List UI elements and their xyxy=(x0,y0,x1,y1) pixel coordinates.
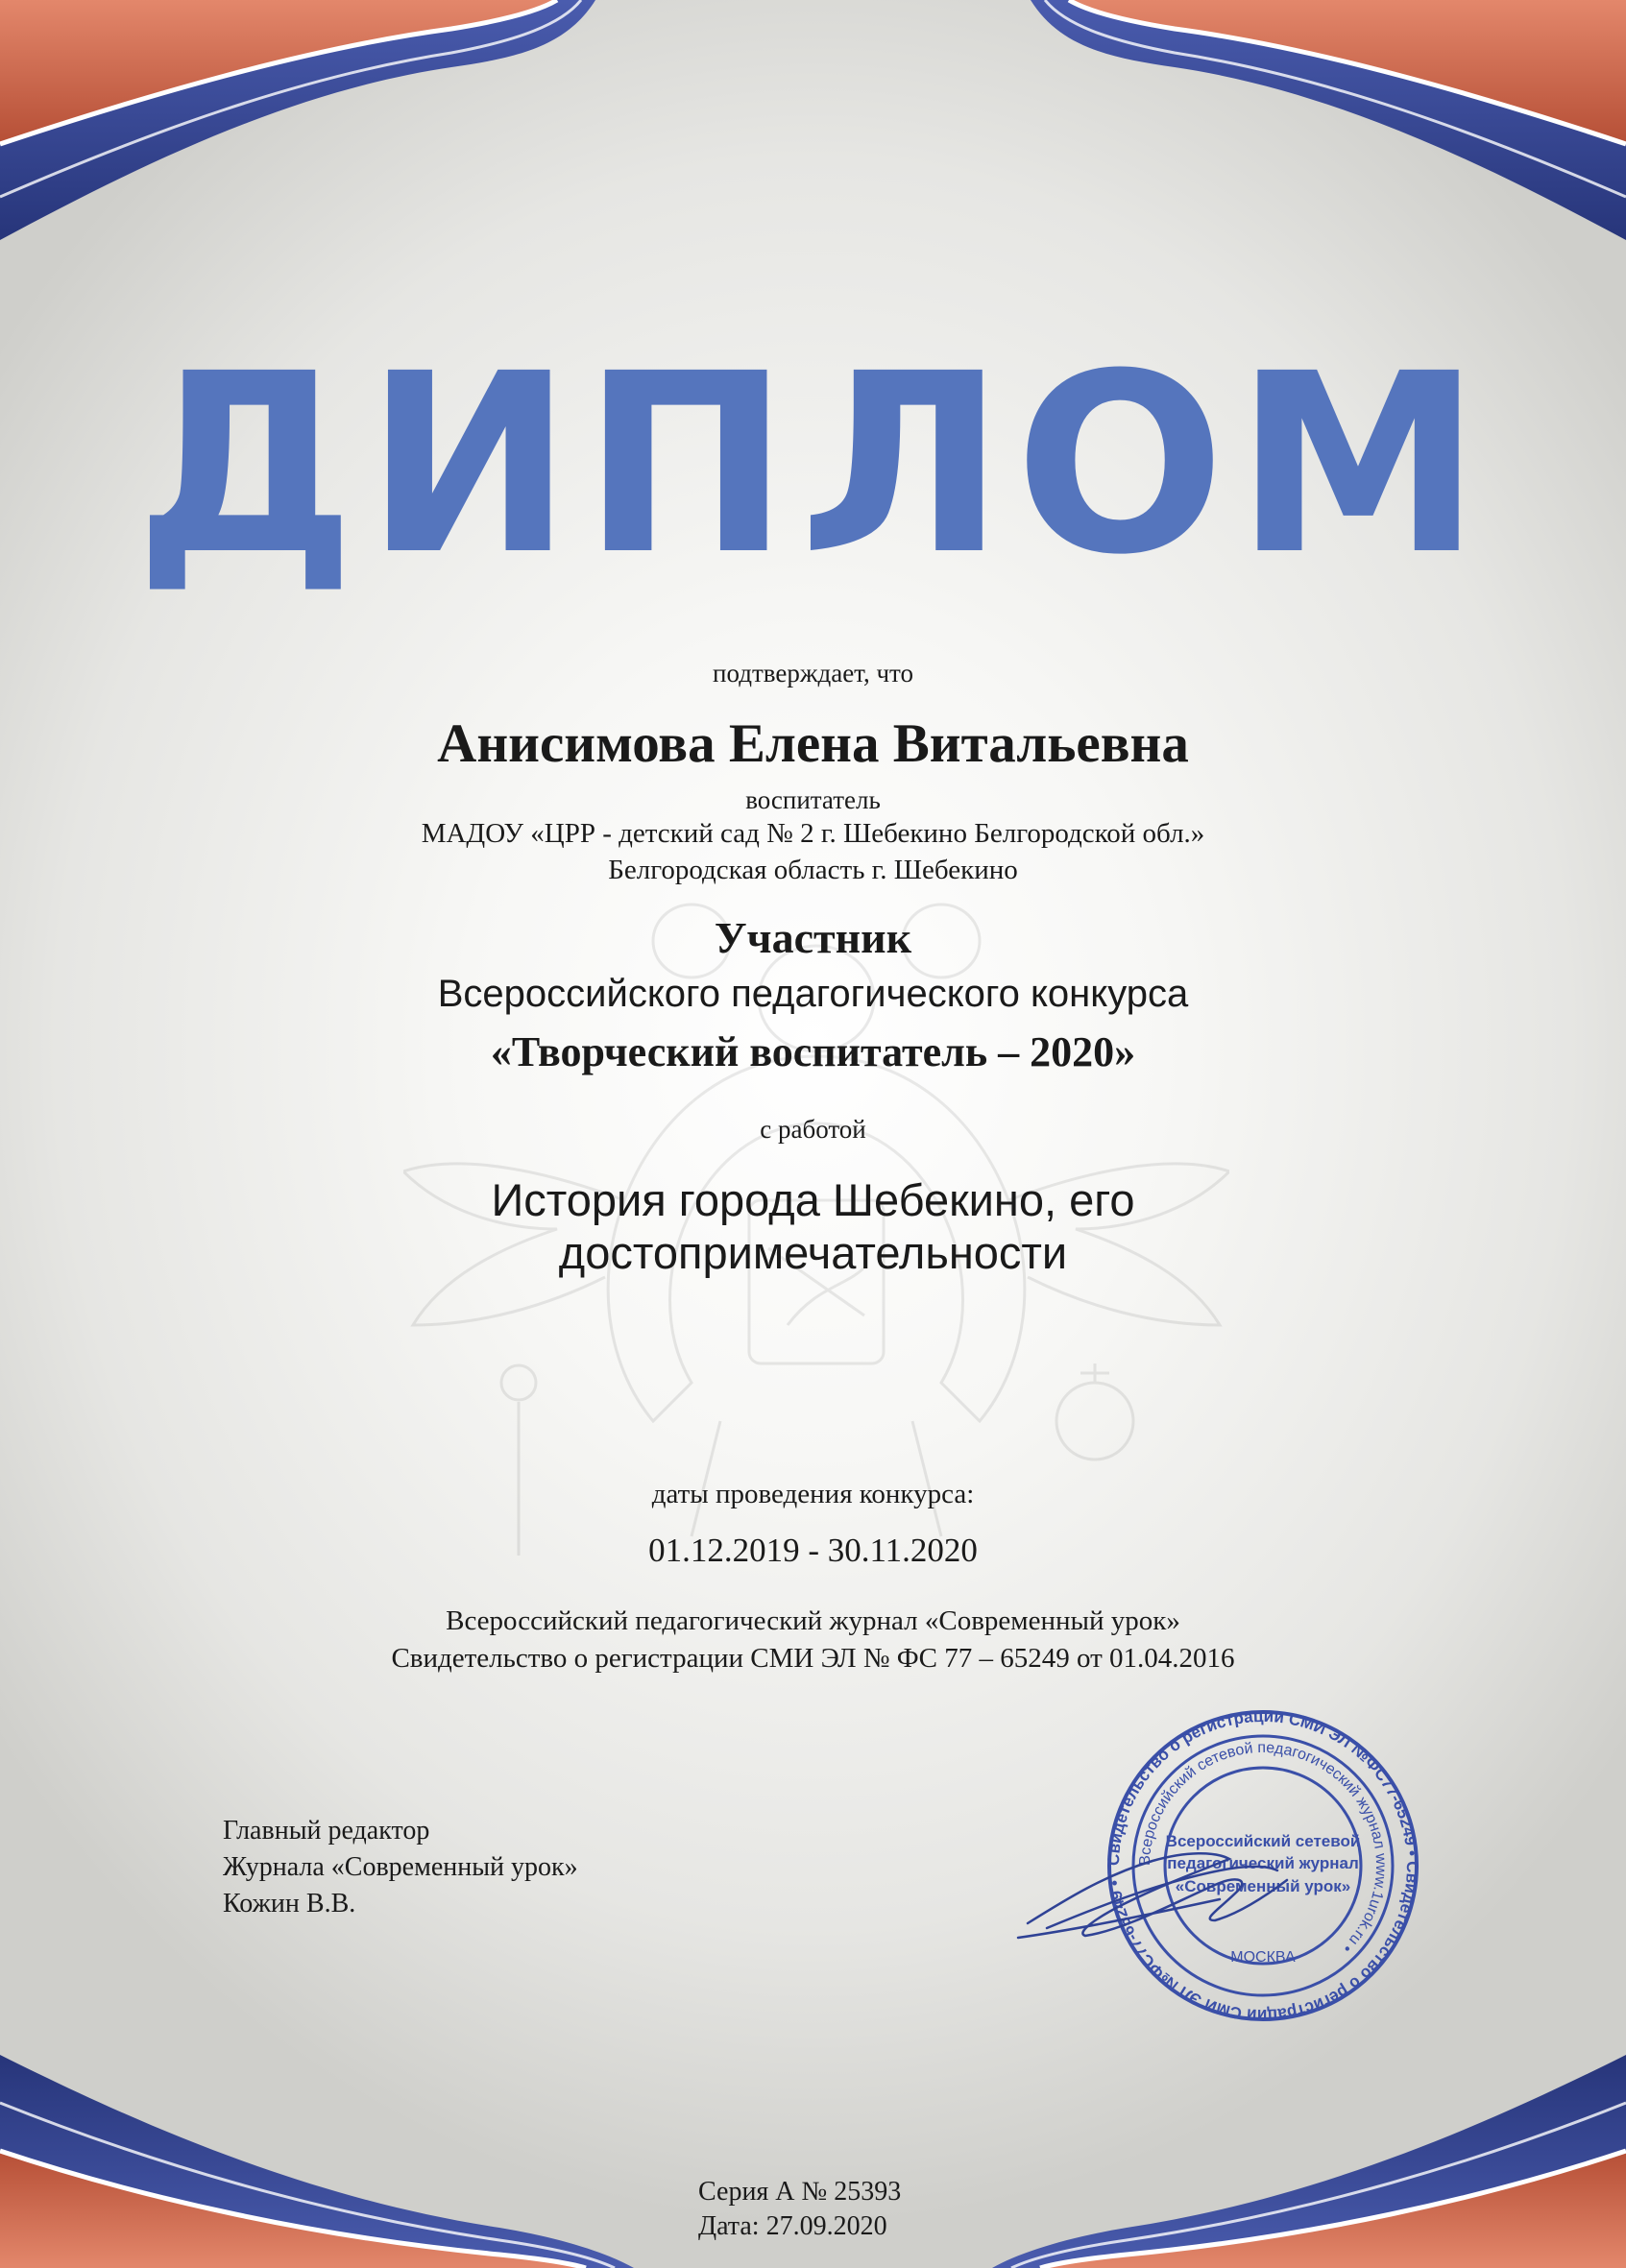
stamp-center-line3: «Современный урок» xyxy=(1175,1877,1351,1895)
top-ribbon-decoration xyxy=(0,0,1626,317)
dates-label: даты проведения конкурса: xyxy=(651,1479,975,1509)
journal-name: Всероссийский педагогический журнал «Современный урок» xyxy=(446,1605,1180,1636)
editor-title: Главный редактор xyxy=(223,1816,430,1846)
stamp-ring-text: Всероссийский сетевой педагогический журнал www.1urok.ru • xyxy=(1136,1739,1390,1956)
recipient-region: Белгородская область г. Шебекино xyxy=(608,855,1018,885)
editor-name: Кожин В.В. xyxy=(223,1888,356,1918)
series-number: Серия А № 25393 xyxy=(698,2177,902,2207)
stamp-center-line2: педагогический журнал xyxy=(1167,1854,1359,1872)
signature xyxy=(1018,1853,1287,1938)
award-status: Участник xyxy=(714,913,912,962)
editor-block xyxy=(223,1813,578,1921)
contest-label: Всероссийского педагогического конкурса xyxy=(437,973,1189,1015)
stamp-center-line1: Всероссийский сетевой xyxy=(1165,1832,1361,1850)
confirms-text: подтверждает, что xyxy=(713,659,913,688)
recipient-position: воспитатель xyxy=(745,785,881,814)
series-block xyxy=(698,2175,901,2245)
recipient-organization: МАДОУ «ЦРР - детский сад № 2 г. Шебекино Белгородской обл.» xyxy=(421,818,1205,849)
diploma-title: ДИПЛОМ xyxy=(134,321,1492,609)
recipient-name: Анисимова Елена Витальевна xyxy=(437,713,1189,774)
work-label: с работой xyxy=(760,1115,866,1144)
issue-date: Дата: 27.09.2020 xyxy=(698,2211,887,2242)
work-title xyxy=(0,1173,1626,1280)
editor-journal: Журнала «Современный урок» xyxy=(223,1851,578,1882)
registration-info: Свидетельство о регистрации СМИ ЭЛ № ФС 77 – 65249 от 01.04.2016 xyxy=(391,1643,1235,1674)
contest-name: «Творческий воспитатель – 2020» xyxy=(490,1028,1136,1075)
contest-dates: 01.12.2019 - 30.11.2020 xyxy=(648,1532,978,1569)
work-title-text: История города Шебекино, его достопримечательности xyxy=(491,1174,1135,1279)
stamp-outer-text: Свидетельство о регистрации СМИ ЭЛ №ФС77-65249 • Свидетельство о регистрации СМИ ЭЛ №ФС77-65249 • xyxy=(1104,1707,1421,2024)
stamp-city: МОСКВА xyxy=(1230,1949,1296,1966)
